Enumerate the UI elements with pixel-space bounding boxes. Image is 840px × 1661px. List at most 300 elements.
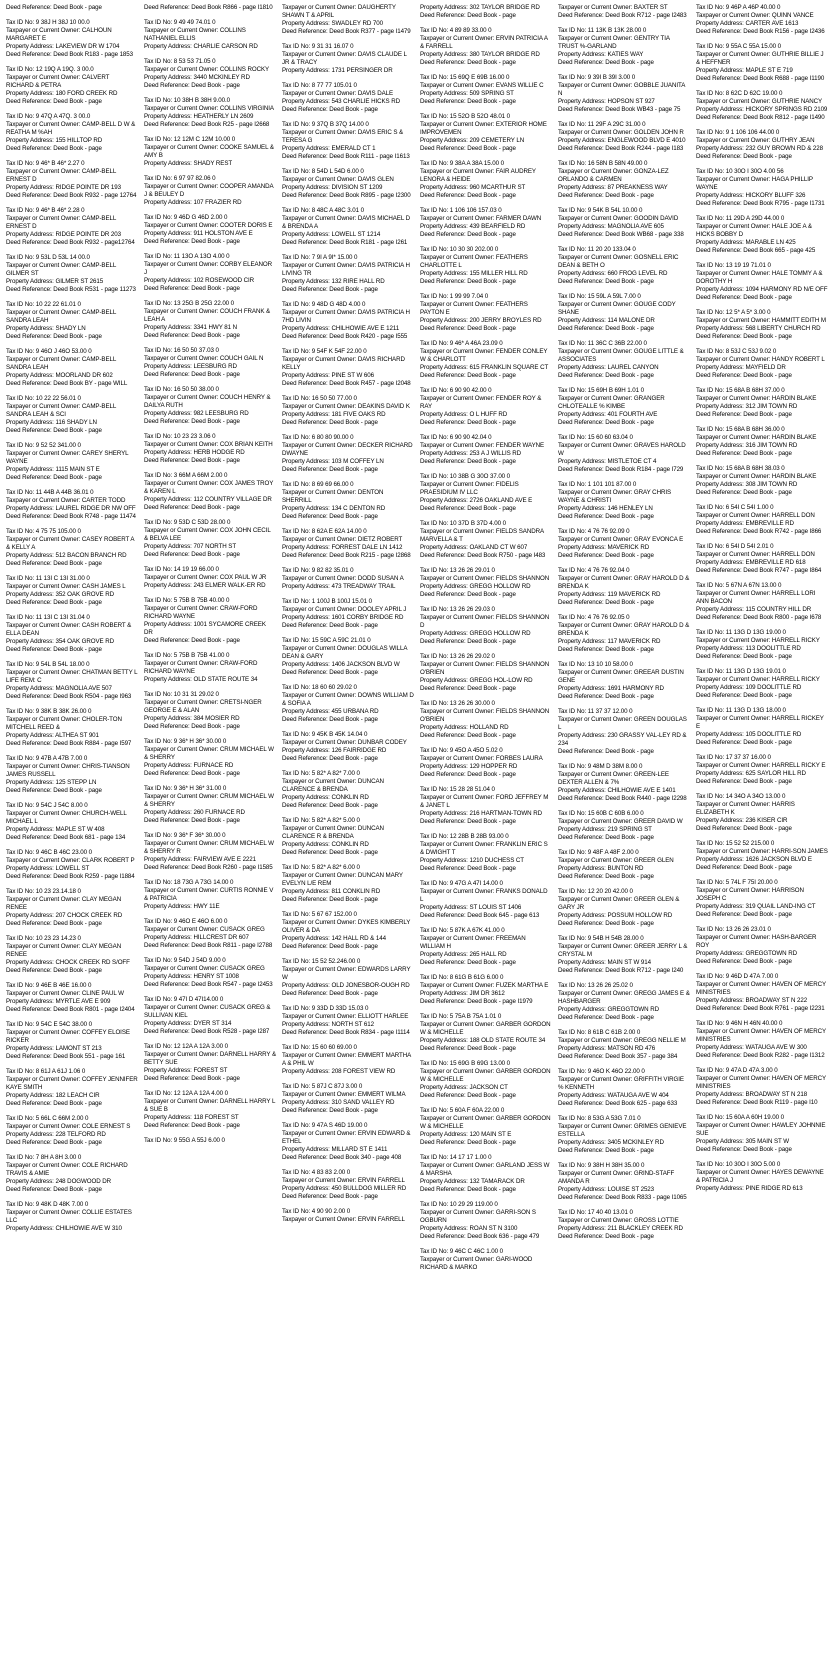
record-line: Tax ID No: 11 37 37 12.00 0 xyxy=(558,708,633,715)
record-line: Tax ID No: 15 52 52.246.00 0 xyxy=(282,958,361,965)
record-line: Taxpayer or Current Owner: FRANKS DONALD L xyxy=(420,888,548,903)
property-record xyxy=(282,684,414,724)
record-line: Property Address: EMBREVILLE RD 618 xyxy=(696,559,806,566)
record-line: Deed Reference: Deed Book - page xyxy=(420,59,516,66)
record-line: Taxpayer or Current Owner: COOTER DORIS E xyxy=(144,222,273,229)
record-line: Taxpayer or Current Owner: CLINE PAUL W xyxy=(6,990,124,997)
record-line: Tax ID No: 9 47I D 47I14.00 0 xyxy=(144,996,224,1003)
property-record xyxy=(282,770,414,810)
property-record xyxy=(144,652,276,684)
record-line: Taxpayer or Current Owner: CASH ROBERT & ELLA DEAN xyxy=(6,622,132,637)
record-line: Tax ID No: 9 38H H 38H 35.00 0 xyxy=(558,1162,645,1169)
property-record xyxy=(558,661,690,701)
record-line: Property Address: GREGGTOWN RD xyxy=(696,950,797,957)
property-record xyxy=(282,395,414,427)
record-line: Taxpayer or Current Owner: DYKES KIMBERLY OLIVER & DA xyxy=(282,919,411,934)
property-record xyxy=(696,168,828,208)
record-line: Tax ID No: 7 8H A 8H 3.00 0 xyxy=(6,1154,82,1161)
record-line: Taxpayer or Current Owner: GOSNELL ERIC DEAN & BETH O xyxy=(558,254,679,269)
record-line: Taxpayer or Current Owner: CHRIS-TIANSON JAMES RUSSELL xyxy=(6,763,130,778)
record-line: Taxpayer or Current Owner: GENTRY TIA TRUST %-GARLAND xyxy=(558,35,670,50)
record-line: Tax ID No: 10 29 29 119.00 0 xyxy=(420,1201,498,1208)
record-line: Taxpayer or Current Owner: GARBER GORDON W & MICHELLE xyxy=(420,1021,551,1036)
record-line: Property Address: BROADWAY ST N 218 xyxy=(696,1091,808,1098)
property-record xyxy=(420,160,552,200)
record-line: Deed Reference: Deed Book - page xyxy=(558,834,654,841)
property-record xyxy=(558,614,690,654)
record-line: Deed Reference: Deed Book - page xyxy=(282,513,378,520)
record-line: Property Address: MAPLE ST E 719 xyxy=(696,67,793,74)
property-record xyxy=(144,957,276,989)
record-line: Taxpayer or Current Owner: GREER GLEN xyxy=(558,857,674,864)
record-line: Property Address: SWADLEY RD 700 xyxy=(282,20,383,27)
record-line: Deed Reference: Deed Book R119 - page I10 xyxy=(696,1099,818,1106)
record-line: Taxpayer or Current Owner: COX JAMES TROY & KAREN L xyxy=(144,480,274,495)
record-line: Tax ID No: 5 75B B 75B 41.00 0 xyxy=(144,652,230,659)
record-line: Tax ID No: 9 48M D 38M 8.00 0 xyxy=(558,763,643,770)
record-line: Property Address: ROAN ST N 3100 xyxy=(420,1225,518,1232)
record-line: Tax ID No: 16 50 50 37.03 0 xyxy=(144,347,219,354)
record-line: Tax ID No: 6 54I D 54I 2.01 0 xyxy=(696,543,774,550)
record-line: Deed Reference: Deed Book R531 - page 11273 xyxy=(6,286,136,293)
property-record xyxy=(282,82,414,114)
record-line: Taxpayer or Current Owner: GREER DAVID W xyxy=(558,818,683,825)
record-line: Tax ID No: 6 90 90 42.04 0 xyxy=(420,434,492,441)
property-record xyxy=(144,386,276,426)
record-line: Property Address: NORTH ST 612 xyxy=(282,1021,374,1028)
record-line: Deed Reference: Deed Book R156 - page I2436 xyxy=(696,28,825,35)
record-line: Deed Reference: Deed Book - page xyxy=(558,192,654,199)
property-record xyxy=(558,121,690,153)
record-line: Taxpayer or Current Owner: ERVIN FARRELL xyxy=(282,1177,405,1184)
property-record xyxy=(696,348,828,380)
property-record xyxy=(558,246,690,286)
record-line: Property Address: CHILHOWIE AVE E 1211 xyxy=(282,325,400,332)
record-line: Tax ID No: 4 83 83 2.00 0 xyxy=(282,1169,351,1176)
record-line: Taxpayer or Current Owner: HARRELL LORI ANN BACON xyxy=(696,590,816,605)
record-line: Property Address: 109 DOOLITTLE RD xyxy=(696,684,802,691)
record-line: Taxpayer or Current Owner: DAVIS GLEN xyxy=(282,176,394,183)
property-record xyxy=(6,802,138,842)
record-line: Taxpayer or Current Owner: CAMP-BELL D W & REATHA M %AH xyxy=(6,121,136,136)
record-line: Deed Reference: Deed Book - page xyxy=(558,1233,654,1240)
record-line: Tax ID No: 11 13O A 13O 4.00 0 xyxy=(144,253,230,260)
record-line: Property Address: 380 TAYLOR BRIDGE RD xyxy=(420,51,540,58)
record-line: Deed Reference: Deed Book - page xyxy=(144,770,240,777)
record-line: Tax ID No: 15 60 60 63.04 0 xyxy=(558,434,633,441)
record-line: Deed Reference: Deed Book - page xyxy=(696,153,792,160)
property-record xyxy=(696,1020,828,1060)
record-line: Taxpayer or Current Owner: FIELDS SANDRA MARVELLA & T xyxy=(420,528,544,543)
property-record xyxy=(558,27,690,67)
record-line: Taxpayer or Current Owner: GREEN-LEE DEXTER ALLEN & 7% xyxy=(558,771,669,786)
record-line: Property Address: 228 TELFORD RD xyxy=(6,1131,106,1138)
record-line: Deed Reference: Deed Book R244 - page I183 xyxy=(558,145,684,152)
property-record xyxy=(6,1115,138,1147)
record-line: Tax ID No: 11 13G D 13G 19.01 0 xyxy=(696,668,786,675)
record-line: Deed Reference: Deed Book R884 - page I597 xyxy=(6,740,132,747)
record-line: Deed Reference: Deed Book - page xyxy=(696,692,792,699)
listing-column xyxy=(144,4,276,1152)
record-line: Taxpayer or Current Owner: CASH JAMES L xyxy=(6,583,126,590)
record-line: Tax ID No: 13 26 26 29.03 0 xyxy=(420,606,495,613)
record-line: Taxpayer or Current Owner: FIELDS SHANNON O'BRIEN xyxy=(420,661,550,676)
record-line: Taxpayer or Current Owner: HARRIS ELIZABETH K xyxy=(696,801,795,816)
record-line: Taxpayer or Current Owner: COUCH HENRY & DAILYA RUTH xyxy=(144,394,271,409)
record-line: Deed Reference: Deed Book - page xyxy=(558,59,654,66)
record-line: Tax ID No: 9 1 106 106 44.00 0 xyxy=(696,129,780,136)
record-line: Tax ID No: 9 36* H 36* 30.00 0 xyxy=(144,738,227,745)
property-record xyxy=(144,1137,276,1145)
record-line: Tax ID No: 9 33D D 33D 15.03 0 xyxy=(282,1005,369,1012)
record-line: Property Address: CHILHOWIE AVE W 310 xyxy=(6,1225,122,1232)
record-line: Taxpayer or Current Owner: CAMP-BELL SANDRA LEAH xyxy=(6,356,117,371)
record-line: Taxpayer or Current Owner: CALVERT RICHARD & PETRA xyxy=(6,74,110,89)
record-line: Property Address: 103 M COFFEY LN xyxy=(282,458,384,465)
property-record xyxy=(144,175,276,207)
record-line: Taxpayer or Current Owner: GRAY HAROLD D & BRENDA K xyxy=(558,622,690,637)
record-line: Property Address: HENRY ST 1008 xyxy=(144,973,239,980)
record-line: Deed Reference: Deed Book R834 - page I1114 xyxy=(282,1029,410,1036)
record-line: Tax ID No: 11 36C C 36B 22.00 0 xyxy=(558,340,647,347)
property-record xyxy=(696,629,828,661)
record-line: Taxpayer or Current Owner: COUCH GAIL N xyxy=(144,355,264,362)
record-line: Tax ID No: 9 46C B 46C 23.00 0 xyxy=(6,849,92,856)
record-line: Property Address: 660 FROG LEVEL RD xyxy=(558,270,668,277)
record-line: Taxpayer or Current Owner: HAVEN OF MERCY MINISTRIES xyxy=(696,1075,826,1090)
record-line: Tax ID No: 6 90 90 42.00 0 xyxy=(420,387,492,394)
record-line: Deed Reference: Deed Book - page xyxy=(6,967,102,974)
property-record xyxy=(144,691,276,731)
property-record xyxy=(6,1021,138,1061)
record-line: Deed Reference: Deed Book - page xyxy=(696,911,792,918)
record-line: Tax ID No: 5 87K A 67K 41.00 0 xyxy=(420,927,505,934)
record-line: Property Address: 236 KISER CIR xyxy=(696,817,788,824)
record-line: Tax ID No: 8 77 77 105.01 0 xyxy=(282,82,357,89)
record-line: Deed Reference: Deed Book - page xyxy=(144,1075,240,1082)
record-line: Property Address: 219 SPRING ST xyxy=(558,826,652,833)
record-line: Taxpayer or Current Owner: FORBES LAURA xyxy=(420,755,543,762)
record-line: Property Address: JIM DR 3612 xyxy=(420,990,505,997)
listing-column xyxy=(6,4,138,1240)
record-line: Property Address: 1001 SYCAMORE CREEK DR xyxy=(144,621,266,636)
property-record xyxy=(696,43,828,83)
record-line: Property Address: 1406 JACKSON BLVD W xyxy=(282,661,400,668)
record-line: Deed Reference: Deed Book - page xyxy=(558,920,654,927)
record-line: Deed Reference: Deed Book - page xyxy=(144,332,240,339)
record-line: Taxpayer or Current Owner: CRUM MICHAEL W & SHERRY xyxy=(144,746,274,761)
record-line: Tax ID No: 9 54L B 54L 18.00 0 xyxy=(6,661,90,668)
property-record xyxy=(696,465,828,497)
record-line: Deed Reference: Deed Book R259 - page I1884 xyxy=(6,873,135,880)
property-record xyxy=(696,129,828,161)
record-line: Tax ID No: 9 46E B 46E 16.00 0 xyxy=(6,982,92,989)
property-record xyxy=(6,113,138,153)
listing-columns xyxy=(6,4,836,1279)
record-line: Taxpayer or Current Owner: DEAKINS DAVID K xyxy=(282,403,410,410)
record-line: Property Address: 310 SAND VALLEY RD xyxy=(282,1099,395,1106)
property-record xyxy=(558,810,690,842)
record-line: Tax ID No: 5 75A B 75A 1.01 0 xyxy=(420,1013,502,1020)
record-line: Deed Reference: Deed Book R420 - page I555 xyxy=(282,333,408,340)
property-record xyxy=(282,637,414,677)
property-record xyxy=(696,707,828,747)
record-line: Deed Reference: Deed Book - page xyxy=(696,778,792,785)
property-record xyxy=(696,90,828,122)
record-line: Tax ID No: 5 82* A 82* 5.00 0 xyxy=(282,817,360,824)
record-line: Property Address: LAKEVIEW DR W 1704 xyxy=(6,43,120,50)
property-record xyxy=(144,597,276,645)
property-record xyxy=(558,293,690,333)
record-line: Property Address: HERB HODGE RD xyxy=(144,449,245,456)
property-record xyxy=(282,598,414,630)
record-line: Deed Reference: Deed Book - page xyxy=(144,82,240,89)
record-line: Deed Reference: Deed Book - page xyxy=(144,817,240,824)
record-line: Tax ID No: 15 28 28 51.04 0 xyxy=(420,786,495,793)
record-line: Taxpayer or Current Owner: GRIFFITH VIRGIE % KENNETH xyxy=(558,1076,684,1091)
property-record xyxy=(696,840,828,872)
record-line: Taxpayer or Current Owner: HARRELL DON xyxy=(696,512,815,519)
record-line: Tax ID No: 14 17 17 1.00 0 xyxy=(420,1154,492,1161)
listing-column xyxy=(558,4,690,1248)
record-line: Deed Reference: Deed Book R748 - page 11474 xyxy=(6,513,136,520)
property-record xyxy=(144,1043,276,1083)
record-line: Property Address: 116 SHADY LN xyxy=(6,419,97,426)
property-record xyxy=(6,614,138,654)
property-record xyxy=(420,606,552,646)
record-line: Tax ID No: 9 36* F 36* 30.00 0 xyxy=(144,832,226,839)
record-line: Deed Reference: Deed Book - page xyxy=(696,1146,792,1153)
record-line: Property Address: GREGGTOWN RD xyxy=(558,1006,659,1013)
record-line: Tax ID No: 9 54K B 54L 10.00 0 xyxy=(558,207,643,214)
record-line: Taxpayer or Current Owner: CHURCH-WELL MICHAEL L xyxy=(6,810,127,825)
record-line: Tax ID No: 5 87J C 87J 3.00 0 xyxy=(282,1083,363,1090)
record-line: Tax ID No: 15 52O B 52O 48.01 0 xyxy=(420,113,511,120)
record-line: Property Address: 142 HALL RD & 144 xyxy=(282,935,386,942)
property-record xyxy=(6,489,138,521)
property-record xyxy=(420,293,552,333)
record-line: Deed Reference: Deed Book - page xyxy=(282,716,378,723)
record-line: Tax ID No: 16 58N B 58N 49.00 0 xyxy=(558,160,648,167)
record-line: Taxpayer or Current Owner: DODD SUSAN A xyxy=(282,575,404,582)
record-line: Property Address: 248 DOGWOOD DR xyxy=(6,1178,112,1185)
record-line: Property Address: MAVERICK RD xyxy=(558,544,650,551)
record-line: Taxpayer or Current Owner: FEATHERS CHARLOTTE L xyxy=(420,254,528,269)
record-line: Tax ID No: 9 55A C 55A 15.00 0 xyxy=(696,43,781,50)
record-line: Deed Reference: Deed Book R812 - page I1490 xyxy=(696,114,825,121)
property-record xyxy=(696,262,828,302)
record-line: Taxpayer or Current Owner: COFFEY ELOISE RICKER xyxy=(6,1029,130,1044)
record-line: Property Address: LAUREL RIDGE DR NW OFF xyxy=(6,505,136,512)
property-record xyxy=(558,1162,690,1202)
record-line: Taxpayer or Current Owner: FENDER CONLEY W & CHARLOTT xyxy=(420,348,548,363)
property-record xyxy=(696,926,828,966)
record-line: Tax ID No: 7 9I A 9I* 15.00 0 xyxy=(282,254,358,261)
property-record xyxy=(696,1114,828,1154)
record-line: Taxpayer or Current Owner: FIELDS SHANNON O'BRIEN xyxy=(420,708,550,723)
record-line: Property Address: BUNTON RD xyxy=(558,865,644,872)
record-line: Property Address: 114 MALONE DR xyxy=(558,317,655,324)
record-line: Deed Reference: Deed Book - page xyxy=(144,371,240,378)
record-line: Deed Reference: Deed Book - page xyxy=(420,98,516,105)
record-line: Deed Reference: Deed Book R111 - page I1613 xyxy=(282,153,410,160)
record-line: Tax ID No: 15 69G B 69G 13.00 0 xyxy=(420,1060,511,1067)
record-line: Deed Reference: Deed Book R183 - page 1853 xyxy=(6,51,134,58)
property-record xyxy=(6,207,138,247)
property-record xyxy=(282,528,414,560)
record-line: Tax ID No: 9 54C J 54C 8.00 0 xyxy=(6,802,88,809)
record-line: Property Address: 3440 MCKINLEY RD xyxy=(144,74,250,81)
record-line: Taxpayer or Current Owner: HAGA PHILLIP WAYNE xyxy=(696,176,813,191)
property-record xyxy=(420,1060,552,1100)
record-line: Taxpayer or Current Owner: HARRELL RICKY xyxy=(696,637,820,644)
record-line: Taxpayer or Current Owner: GRAVES HAROLD W xyxy=(558,442,686,457)
record-line: Tax ID No: 11 13I C 13I 31.00 0 xyxy=(6,575,90,582)
record-line: Property Address: O L HUFF RD xyxy=(420,411,508,418)
record-line: Taxpayer or Current Owner: COFFEY JENNIFER KAYE SMITH xyxy=(6,1076,138,1091)
record-line: Deed Reference: Deed Book R712 - page I240 xyxy=(558,967,684,974)
record-line: Property Address: LOWELL ST 1214 xyxy=(282,231,381,238)
record-line: Deed Reference: Deed Book WB43 - page 75 xyxy=(558,106,681,113)
record-line: Tax ID No: 17 40 40 13.01 0 xyxy=(558,1209,633,1216)
record-line: Tax ID No: 11 13G D 13G 18.00 0 xyxy=(696,707,786,714)
record-line: Tax ID No: 9 47Q A 47Q. 3 00.0 xyxy=(6,113,91,120)
record-line: Tax ID No: 10 23 23 14.23 0 xyxy=(6,935,81,942)
record-line: Property Address: 181 FIVE OAKS RD xyxy=(282,411,386,418)
record-line: Tax ID No: 15 68A B 68H 36.00 0 xyxy=(696,426,785,433)
property-record xyxy=(282,168,414,200)
property-record xyxy=(696,754,828,786)
record-line: Property Address: 155 HILLTOP RD xyxy=(6,137,103,144)
record-line: Property Address: 132 RIRE HALL RD xyxy=(282,278,385,285)
property-record xyxy=(420,340,552,380)
record-line: Property Address: 1601 CORBY BRIDGE RD xyxy=(282,614,404,621)
record-line: Tax ID No: 10 30O I 30O 5.00 0 xyxy=(696,1161,781,1168)
record-line: Property Address: 302 TAYLOR BRIDGE RD xyxy=(420,4,540,11)
property-record xyxy=(144,918,276,950)
record-line: Property Address: CONKLIN RD xyxy=(282,841,369,848)
record-line: Taxpayer or Current Owner: GOUGE CODY SHANE xyxy=(558,301,676,316)
property-record xyxy=(144,300,276,340)
record-line: Taxpayer or Current Owner: GROSS LOTTIE xyxy=(558,1217,679,1224)
record-line: Property Address: POSSUM HOLLOW RD xyxy=(558,912,673,919)
record-line: Deed Reference: Deed Book R811 - page I2788 xyxy=(144,942,273,949)
record-line: Tax ID No: 9 46O E 46O 6.00 0 xyxy=(144,918,228,925)
record-line: Property Address: ALTHEA ST 901 xyxy=(6,732,99,739)
record-line: Tax ID No: 16 50 50 38.00 0 xyxy=(144,386,219,393)
property-record xyxy=(282,481,414,521)
record-line: Deed Reference: Deed Book - page xyxy=(6,787,102,794)
record-line: Deed Reference: Deed Book R761 - page I2231 xyxy=(696,1005,825,1012)
record-line: Property Address: 182 LEACH CIR xyxy=(6,1092,100,1099)
property-record xyxy=(420,246,552,286)
record-line: Property Address: MILLARD ST E 1411 xyxy=(282,1146,388,1153)
property-record xyxy=(282,1005,414,1037)
record-line: Property Address: 118 FOREST ST xyxy=(144,1114,239,1121)
record-line: Tax ID No: 9 46C C 46C 1.00 0 xyxy=(420,1248,503,1255)
property-record xyxy=(6,66,138,106)
record-line: Property Address: ST LOUIS ST 1406 xyxy=(420,904,522,911)
property-record xyxy=(420,113,552,153)
record-line: Tax ID No: 10 23 23 3.06 0 xyxy=(144,433,216,440)
record-line: Deed Reference: Deed Book - page xyxy=(420,732,516,739)
record-line: Taxpayer or Current Owner: DOOLEY APRIL J xyxy=(282,606,407,613)
property-record xyxy=(6,254,138,294)
record-line: Deed Reference: Deed Book - page xyxy=(6,427,102,434)
record-line: Taxpayer or Current Owner: HARDIN BLAKE xyxy=(696,434,817,441)
record-line: Property Address: CHOCK CREEK RD S/OFF xyxy=(6,959,130,966)
record-line: Taxpayer or Current Owner: DAVIS RICHARD KELLY xyxy=(282,356,405,371)
record-line: Tax ID No: 17 37 37 16.00 0 xyxy=(696,754,771,761)
record-line: Taxpayer or Current Owner: GRIMES GENIEVE ESTELLA xyxy=(558,1123,687,1138)
property-record xyxy=(420,747,552,779)
property-record xyxy=(696,668,828,700)
record-line: Tax ID No: 9 49 49 74.01 0 xyxy=(144,19,216,26)
property-record xyxy=(282,1044,414,1076)
record-line: Tax ID No: 8 48C A 48C 3.01 0 xyxy=(282,207,364,214)
record-line: Taxpayer or Current Owner: FENDER ROY & RAY xyxy=(420,395,542,410)
record-line: Deed Reference: Deed Book - page xyxy=(282,896,378,903)
property-record xyxy=(558,160,690,200)
property-record xyxy=(144,472,276,512)
property-record xyxy=(696,387,828,419)
record-line: Deed Reference: Deed Book R377 - page I1479 xyxy=(282,28,411,35)
record-line: Property Address: HOLLAND RD xyxy=(420,724,509,731)
record-line: Taxpayer or Current Owner: HARDIN BLAKE xyxy=(696,473,817,480)
property-record xyxy=(420,1248,552,1272)
record-line: Taxpayer or Current Owner: FAIR AUDREY LENORA & HEIDE xyxy=(420,168,536,183)
record-line: Property Address: 312 JIM TOWN RD xyxy=(696,403,798,410)
record-line: Tax ID No: 5 67N A 67N 13.00 0 xyxy=(696,582,782,589)
record-line: Property Address: OAKLAND CT W 607 xyxy=(420,544,528,551)
record-line: Taxpayer or Current Owner: ERVIN EDWARD & ETHEL xyxy=(282,1130,411,1145)
record-line: Property Address: 129 HOPPER RD xyxy=(420,763,518,770)
record-line: Deed Reference: Deed Book - page xyxy=(558,599,654,606)
record-line: Deed Reference: Deed Book R440 - page I2298 xyxy=(558,795,687,802)
record-line: Deed Reference: Deed Book - page xyxy=(420,865,516,872)
record-line: Property Address: HWY 11E xyxy=(144,903,220,910)
record-line: Deed Reference: Deed Book - page xyxy=(696,864,792,871)
record-line: Property Address: 208 FOREST VIEW RD xyxy=(282,1068,396,1075)
property-record xyxy=(282,1122,414,1162)
record-line: Property Address: HICKORY BLUFF 326 xyxy=(696,192,806,199)
record-line: Tax ID No: 9 46O K 46O 22.00 0 xyxy=(558,1068,645,1075)
property-record xyxy=(6,708,138,748)
record-line: Taxpayer or Current Owner: DOWNS WILLIAM D & SOFIA A xyxy=(282,692,414,707)
property-record xyxy=(282,1169,414,1201)
record-line: Deed Reference: Deed Book - page xyxy=(282,849,378,856)
record-line: Property Address: RIDGE POINTE DR 203 xyxy=(6,231,121,238)
record-line: Taxpayer or Current Owner: GARBER GORDON W & MICHELLE xyxy=(420,1115,551,1130)
record-line: Deed Reference: Deed Book - page xyxy=(6,333,102,340)
record-line: Taxpayer or Current Owner: CAMP-BELL SANDRA LEAH & SCI xyxy=(6,403,117,418)
record-line: Tax ID No: 13 19 19 71.01 0 xyxy=(696,262,771,269)
record-line: Deed Reference: Deed Book - page xyxy=(420,591,516,598)
record-line: Tax ID No: 6 80 80 90.00 0 xyxy=(282,434,354,441)
record-line: Taxpayer or Current Owner: GUTHRY JEAN xyxy=(696,137,815,144)
record-line: Deed Reference: Deed Book - page xyxy=(420,419,516,426)
record-line: Tax ID No: 4 76 76 92.09 0 xyxy=(558,528,630,535)
property-record xyxy=(6,661,138,701)
property-record xyxy=(558,849,690,881)
record-line: Tax ID No: 5 82* A 82* 7.00 0 xyxy=(282,770,360,777)
record-line: Taxpayer or Current Owner: GOUGE LITTLE & ASSOCIATES xyxy=(558,348,684,363)
record-line: Deed Reference: Deed Book - page xyxy=(420,771,516,778)
record-line: Tax ID No: 12 12A A 12A 4.00 0 xyxy=(144,1090,228,1097)
record-line: Tax ID No: 10 22 22 56.01 0 xyxy=(6,395,81,402)
record-line: Tax ID No: 9 47G A 47I 14.00 0 xyxy=(420,880,503,887)
record-line: Property Address: RIDGE POINTE DR 193 xyxy=(6,184,121,191)
